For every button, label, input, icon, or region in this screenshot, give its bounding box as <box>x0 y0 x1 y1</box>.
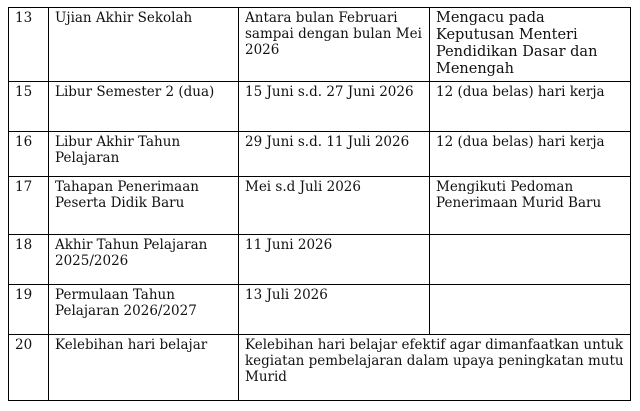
row-number: 16 <box>9 132 49 177</box>
time-cell: Antara bulan Februari sampai dengan bulan Mei 2026 <box>239 8 430 82</box>
merged-notes-cell: Kelebihan hari belajar efektif agar dimanfaatkan untuk kegiatan pembelajaran dalam upaya peningkatan mutu Murid <box>239 335 631 401</box>
row-number: 20 <box>9 335 49 401</box>
activity-cell: Kelebihan hari belajar <box>49 335 239 401</box>
table-row <box>9 335 631 401</box>
academic-calendar-table <box>8 7 631 401</box>
row-number: 17 <box>9 177 49 235</box>
notes-cell: 12 (dua belas) hari kerja <box>430 132 631 177</box>
table-row <box>9 285 631 335</box>
time-cell: 29 Juni s.d. 11 Juli 2026 <box>239 132 430 177</box>
table-row <box>9 235 631 285</box>
time-cell: 11 Juni 2026 <box>239 235 430 285</box>
row-number: 15 <box>9 82 49 132</box>
activity-cell: Permulaan Tahun Pelajaran 2026/2027 <box>49 285 239 335</box>
notes-cell <box>430 235 631 285</box>
table-row <box>9 8 631 82</box>
notes-cell: Mengacu pada Keputusan Menteri Pendidikan Dasar dan Menengah <box>430 8 631 82</box>
activity-cell: Libur Semester 2 (dua) <box>49 82 239 132</box>
row-number: 18 <box>9 235 49 285</box>
activity-cell: Ujian Akhir Sekolah <box>49 8 239 82</box>
row-number: 13 <box>9 8 49 82</box>
time-cell: 15 Juni s.d. 27 Juni 2026 <box>239 82 430 132</box>
activity-cell: Akhir Tahun Pelajaran 2025/2026 <box>49 235 239 285</box>
time-cell: 13 Juli 2026 <box>239 285 430 335</box>
notes-cell <box>430 285 631 335</box>
notes-cell: 12 (dua belas) hari kerja <box>430 82 631 132</box>
table-row <box>9 132 631 177</box>
activity-cell: Libur Akhir Tahun Pelajaran <box>49 132 239 177</box>
notes-cell: Mengikuti Pedoman Penerimaan Murid Baru <box>430 177 631 235</box>
table-row <box>9 82 631 132</box>
time-cell: Mei s.d Juli 2026 <box>239 177 430 235</box>
table-row <box>9 177 631 235</box>
row-number: 19 <box>9 285 49 335</box>
activity-cell: Tahapan Penerimaan Peserta Didik Baru <box>49 177 239 235</box>
